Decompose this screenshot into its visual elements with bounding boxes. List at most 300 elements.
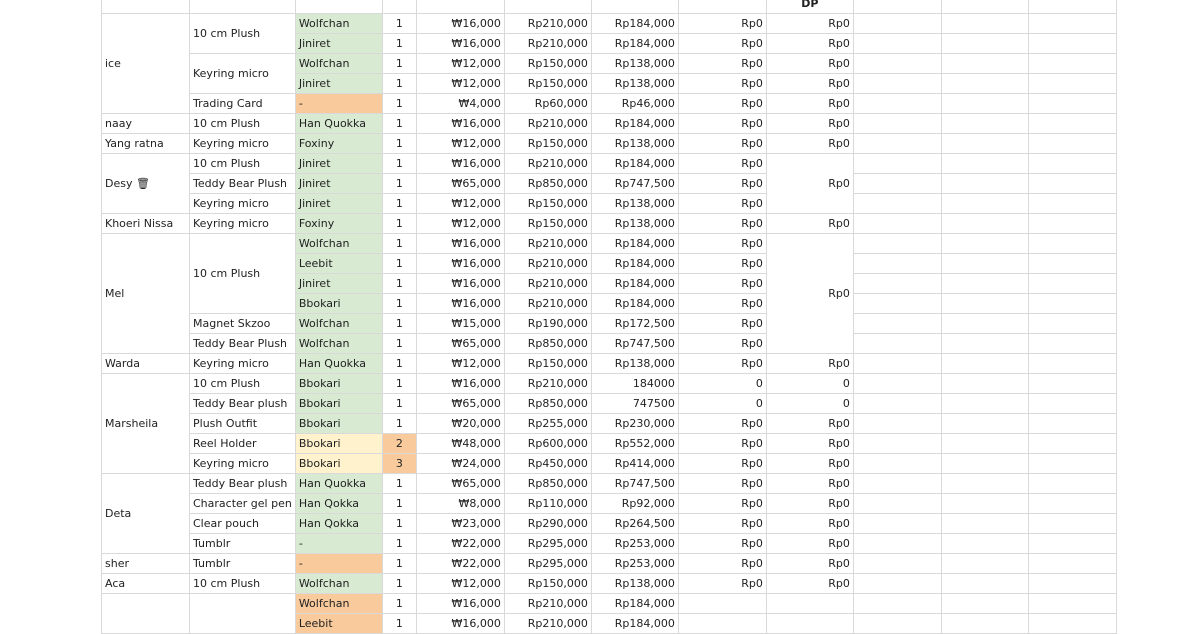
won-price-cell[interactable]: ₩16,000	[416, 614, 504, 634]
quantity-cell[interactable]: 1	[382, 574, 416, 594]
item-cell[interactable]: 10 cm Plush	[190, 154, 296, 174]
empty-cell[interactable]	[941, 74, 1028, 94]
amount-cell[interactable]: 0	[678, 394, 766, 414]
won-price-cell[interactable]: ₩48,000	[416, 434, 504, 454]
quantity-cell[interactable]: 1	[382, 554, 416, 574]
amount-cell[interactable]: Rp0	[678, 534, 766, 554]
empty-cell[interactable]	[853, 494, 941, 514]
won-price-cell[interactable]: ₩16,000	[416, 294, 504, 314]
won-price-cell[interactable]: ₩65,000	[416, 394, 504, 414]
empty-cell[interactable]	[853, 534, 941, 554]
empty-cell[interactable]	[941, 614, 1028, 634]
net-price-cell[interactable]: Rp184,000	[591, 234, 678, 254]
customer-name-cell[interactable]: Mel	[102, 234, 190, 354]
empty-cell[interactable]	[941, 554, 1028, 574]
item-cell[interactable]	[190, 594, 296, 634]
dp-cell[interactable]: Rp0	[766, 514, 853, 534]
character-cell[interactable]: Bbokari	[295, 374, 382, 394]
empty-cell[interactable]	[853, 334, 941, 354]
price-cell[interactable]: Rp210,000	[504, 254, 591, 274]
empty-cell[interactable]	[853, 134, 941, 154]
amount-cell[interactable]: Rp0	[678, 434, 766, 454]
empty-cell[interactable]	[941, 194, 1028, 214]
won-price-cell[interactable]: ₩65,000	[416, 474, 504, 494]
won-price-cell[interactable]: ₩12,000	[416, 54, 504, 74]
empty-cell[interactable]	[1028, 94, 1116, 114]
customer-name-cell[interactable]: Warda	[102, 354, 190, 374]
amount-cell[interactable]: 0	[678, 374, 766, 394]
item-cell[interactable]: 10 cm Plush	[190, 234, 296, 314]
quantity-cell[interactable]: 1	[382, 594, 416, 614]
empty-cell[interactable]	[1028, 414, 1116, 434]
empty-cell[interactable]	[853, 274, 941, 294]
character-cell[interactable]: Wolfchan	[295, 14, 382, 34]
character-cell[interactable]: Han Qokka	[295, 514, 382, 534]
empty-cell[interactable]	[941, 174, 1028, 194]
quantity-cell[interactable]: 1	[382, 54, 416, 74]
price-cell[interactable]: Rp450,000	[504, 454, 591, 474]
dp-cell[interactable]: 0	[766, 374, 853, 394]
empty-cell[interactable]	[941, 254, 1028, 274]
empty-cell[interactable]	[1028, 354, 1116, 374]
quantity-cell[interactable]: 1	[382, 274, 416, 294]
empty-cell[interactable]	[853, 94, 941, 114]
net-price-cell[interactable]: Rp138,000	[591, 134, 678, 154]
price-cell[interactable]: Rp150,000	[504, 354, 591, 374]
price-cell[interactable]: Rp850,000	[504, 174, 591, 194]
price-cell[interactable]: Rp190,000	[504, 314, 591, 334]
won-price-cell[interactable]: ₩12,000	[416, 354, 504, 374]
amount-cell[interactable]: Rp0	[678, 254, 766, 274]
amount-cell[interactable]: Rp0	[678, 34, 766, 54]
empty-cell[interactable]	[1028, 514, 1116, 534]
empty-cell[interactable]	[941, 154, 1028, 174]
empty-cell[interactable]	[941, 454, 1028, 474]
quantity-cell[interactable]: 1	[382, 354, 416, 374]
empty-cell[interactable]	[941, 314, 1028, 334]
empty-cell[interactable]	[941, 34, 1028, 54]
character-cell[interactable]: Han Quokka	[295, 474, 382, 494]
amount-cell[interactable]: Rp0	[678, 194, 766, 214]
empty-cell[interactable]	[853, 594, 941, 614]
price-cell[interactable]: Rp210,000	[504, 114, 591, 134]
item-cell[interactable]: 10 cm Plush	[190, 574, 296, 594]
character-cell[interactable]: Bbokari	[295, 454, 382, 474]
amount-cell[interactable]: Rp0	[678, 294, 766, 314]
dp-cell[interactable]: Rp0	[766, 94, 853, 114]
amount-cell[interactable]: Rp0	[678, 14, 766, 34]
dp-cell[interactable]: Rp0	[766, 14, 853, 34]
won-price-cell[interactable]: ₩22,000	[416, 554, 504, 574]
price-cell[interactable]: Rp850,000	[504, 394, 591, 414]
empty-cell[interactable]	[1028, 34, 1116, 54]
item-cell[interactable]: Trading Card	[190, 94, 296, 114]
customer-name-cell[interactable]: Yang ratna	[102, 134, 190, 154]
empty-cell[interactable]	[941, 294, 1028, 314]
won-price-cell[interactable]: ₩16,000	[416, 114, 504, 134]
dp-cell[interactable]	[766, 614, 853, 634]
price-cell[interactable]: Rp150,000	[504, 74, 591, 94]
empty-cell[interactable]	[941, 54, 1028, 74]
net-price-cell[interactable]: Rp253,000	[591, 534, 678, 554]
empty-cell[interactable]	[1028, 434, 1116, 454]
net-price-cell[interactable]: Rp184,000	[591, 254, 678, 274]
empty-cell[interactable]	[1028, 454, 1116, 474]
net-price-cell[interactable]: Rp138,000	[591, 354, 678, 374]
customer-name-cell[interactable]	[102, 594, 190, 634]
won-price-cell[interactable]: ₩12,000	[416, 574, 504, 594]
price-cell[interactable]: Rp150,000	[504, 214, 591, 234]
empty-cell[interactable]	[1028, 134, 1116, 154]
empty-cell[interactable]	[853, 414, 941, 434]
empty-cell[interactable]	[1028, 574, 1116, 594]
character-cell[interactable]: Wolfchan	[295, 594, 382, 614]
quantity-cell[interactable]: 1	[382, 614, 416, 634]
empty-cell[interactable]	[1028, 554, 1116, 574]
price-cell[interactable]: Rp150,000	[504, 54, 591, 74]
net-price-cell[interactable]: Rp253,000	[591, 554, 678, 574]
amount-cell[interactable]: Rp0	[678, 134, 766, 154]
character-cell[interactable]: Wolfchan	[295, 234, 382, 254]
character-cell[interactable]: Jiniret	[295, 174, 382, 194]
amount-cell[interactable]: Rp0	[678, 234, 766, 254]
empty-cell[interactable]	[853, 614, 941, 634]
price-cell[interactable]: Rp295,000	[504, 534, 591, 554]
net-price-cell[interactable]: Rp184,000	[591, 34, 678, 54]
dp-cell[interactable]	[766, 594, 853, 614]
empty-cell[interactable]	[853, 454, 941, 474]
item-cell[interactable]: Keyring micro	[190, 134, 296, 154]
empty-cell[interactable]	[941, 394, 1028, 414]
empty-cell[interactable]	[1028, 294, 1116, 314]
won-price-cell[interactable]: ₩16,000	[416, 34, 504, 54]
amount-cell[interactable]: Rp0	[678, 274, 766, 294]
won-price-cell[interactable]: ₩8,000	[416, 494, 504, 514]
price-cell[interactable]: Rp60,000	[504, 94, 591, 114]
customer-name-cell[interactable]: Desy 🗑	[102, 154, 190, 214]
amount-cell[interactable]	[678, 594, 766, 614]
amount-cell[interactable]: Rp0	[678, 214, 766, 234]
empty-cell[interactable]	[1028, 534, 1116, 554]
net-price-cell[interactable]: Rp138,000	[591, 214, 678, 234]
empty-cell[interactable]	[941, 134, 1028, 154]
item-cell[interactable]: Keyring micro	[190, 454, 296, 474]
price-cell[interactable]: Rp295,000	[504, 554, 591, 574]
won-price-cell[interactable]: ₩12,000	[416, 214, 504, 234]
net-price-cell[interactable]: Rp92,000	[591, 494, 678, 514]
character-cell[interactable]: Bbokari	[295, 414, 382, 434]
empty-cell[interactable]	[853, 34, 941, 54]
won-price-cell[interactable]: ₩15,000	[416, 314, 504, 334]
quantity-cell[interactable]: 3	[382, 454, 416, 474]
character-cell[interactable]: -	[295, 94, 382, 114]
dp-cell[interactable]: Rp0	[766, 554, 853, 574]
quantity-cell[interactable]: 1	[382, 374, 416, 394]
item-cell[interactable]: Keyring micro	[190, 354, 296, 374]
price-cell[interactable]: Rp210,000	[504, 154, 591, 174]
character-cell[interactable]: Bbokari	[295, 394, 382, 414]
amount-cell[interactable]: Rp0	[678, 454, 766, 474]
empty-cell[interactable]	[853, 554, 941, 574]
quantity-cell[interactable]: 1	[382, 494, 416, 514]
price-cell[interactable]: Rp110,000	[504, 494, 591, 514]
won-price-cell[interactable]: ₩16,000	[416, 14, 504, 34]
empty-cell[interactable]	[853, 14, 941, 34]
item-cell[interactable]: Teddy Bear Plush	[190, 334, 296, 354]
character-cell[interactable]: Jiniret	[295, 274, 382, 294]
empty-cell[interactable]	[853, 54, 941, 74]
won-price-cell[interactable]: ₩12,000	[416, 74, 504, 94]
empty-cell[interactable]	[941, 354, 1028, 374]
dp-cell[interactable]: Rp0	[766, 154, 853, 214]
dp-cell[interactable]: Rp0	[766, 474, 853, 494]
quantity-cell[interactable]: 1	[382, 194, 416, 214]
price-cell[interactable]: Rp210,000	[504, 594, 591, 614]
empty-cell[interactable]	[1028, 214, 1116, 234]
net-price-cell[interactable]: Rp230,000	[591, 414, 678, 434]
empty-cell[interactable]	[1028, 234, 1116, 254]
quantity-cell[interactable]: 1	[382, 534, 416, 554]
dp-cell[interactable]: Rp0	[766, 114, 853, 134]
price-cell[interactable]: Rp600,000	[504, 434, 591, 454]
empty-cell[interactable]	[1028, 314, 1116, 334]
empty-cell[interactable]	[941, 274, 1028, 294]
quantity-cell[interactable]: 1	[382, 174, 416, 194]
net-price-cell[interactable]: Rp184,000	[591, 114, 678, 134]
won-price-cell[interactable]: ₩65,000	[416, 174, 504, 194]
empty-cell[interactable]	[1028, 474, 1116, 494]
amount-cell[interactable]: Rp0	[678, 514, 766, 534]
quantity-cell[interactable]: 1	[382, 154, 416, 174]
empty-cell[interactable]	[853, 474, 941, 494]
dp-header[interactable]: DP	[766, 0, 853, 14]
empty-cell[interactable]	[941, 594, 1028, 614]
item-cell[interactable]: 10 cm Plush	[190, 114, 296, 134]
quantity-cell[interactable]: 1	[382, 474, 416, 494]
character-cell[interactable]: -	[295, 554, 382, 574]
price-cell[interactable]: Rp850,000	[504, 334, 591, 354]
won-price-cell[interactable]: ₩22,000	[416, 534, 504, 554]
dp-cell[interactable]: Rp0	[766, 534, 853, 554]
quantity-cell[interactable]: 1	[382, 14, 416, 34]
item-cell[interactable]: Teddy Bear plush	[190, 394, 296, 414]
price-cell[interactable]: Rp290,000	[504, 514, 591, 534]
empty-cell[interactable]	[1028, 334, 1116, 354]
won-price-cell[interactable]: ₩16,000	[416, 254, 504, 274]
price-cell[interactable]: Rp255,000	[504, 414, 591, 434]
empty-cell[interactable]	[941, 214, 1028, 234]
item-cell[interactable]: Keyring micro	[190, 214, 296, 234]
amount-cell[interactable]: Rp0	[678, 474, 766, 494]
empty-cell[interactable]	[853, 254, 941, 274]
net-price-cell[interactable]: Rp184,000	[591, 294, 678, 314]
character-cell[interactable]: Leebit	[295, 614, 382, 634]
amount-cell[interactable]: Rp0	[678, 74, 766, 94]
character-cell[interactable]: Jiniret	[295, 74, 382, 94]
amount-cell[interactable]: Rp0	[678, 94, 766, 114]
item-cell[interactable]: 10 cm Plush	[190, 14, 296, 54]
quantity-cell[interactable]: 1	[382, 334, 416, 354]
price-cell[interactable]: Rp210,000	[504, 374, 591, 394]
won-price-cell[interactable]: ₩4,000	[416, 94, 504, 114]
net-price-cell[interactable]: Rp747,500	[591, 474, 678, 494]
character-cell[interactable]: Wolfchan	[295, 54, 382, 74]
customer-name-cell[interactable]: Aca	[102, 574, 190, 594]
net-price-cell[interactable]: Rp414,000	[591, 454, 678, 474]
quantity-cell[interactable]: 1	[382, 94, 416, 114]
empty-cell[interactable]	[1028, 394, 1116, 414]
empty-cell[interactable]	[941, 94, 1028, 114]
net-price-cell[interactable]: Rp138,000	[591, 74, 678, 94]
price-cell[interactable]: Rp210,000	[504, 614, 591, 634]
character-cell[interactable]: Leebit	[295, 254, 382, 274]
empty-cell[interactable]	[853, 354, 941, 374]
won-price-cell[interactable]: ₩16,000	[416, 234, 504, 254]
price-cell[interactable]: Rp210,000	[504, 274, 591, 294]
quantity-cell[interactable]: 1	[382, 394, 416, 414]
amount-cell[interactable]: Rp0	[678, 574, 766, 594]
customer-name-cell[interactable]: sher	[102, 554, 190, 574]
quantity-cell[interactable]: 2	[382, 434, 416, 454]
empty-cell[interactable]	[853, 374, 941, 394]
empty-cell[interactable]	[853, 574, 941, 594]
price-cell[interactable]: Rp210,000	[504, 294, 591, 314]
won-price-cell[interactable]: ₩23,000	[416, 514, 504, 534]
won-price-cell[interactable]: ₩16,000	[416, 374, 504, 394]
item-cell[interactable]: Keyring micro	[190, 194, 296, 214]
empty-cell[interactable]	[941, 474, 1028, 494]
price-cell[interactable]: Rp150,000	[504, 134, 591, 154]
customer-name-cell[interactable]: Marsheila	[102, 374, 190, 474]
price-cell[interactable]: Rp150,000	[504, 194, 591, 214]
character-cell[interactable]: Wolfchan	[295, 334, 382, 354]
empty-cell[interactable]	[1028, 614, 1116, 634]
net-price-cell[interactable]: Rp138,000	[591, 54, 678, 74]
dp-cell[interactable]: Rp0	[766, 54, 853, 74]
price-cell[interactable]: Rp150,000	[504, 574, 591, 594]
dp-cell[interactable]: Rp0	[766, 234, 853, 354]
empty-cell[interactable]	[853, 394, 941, 414]
customer-name-cell[interactable]: naay	[102, 114, 190, 134]
empty-cell[interactable]	[941, 14, 1028, 34]
empty-cell[interactable]	[853, 114, 941, 134]
dp-cell[interactable]: Rp0	[766, 574, 853, 594]
empty-cell[interactable]	[941, 514, 1028, 534]
dp-cell[interactable]: Rp0	[766, 434, 853, 454]
empty-cell[interactable]	[853, 234, 941, 254]
quantity-cell[interactable]: 1	[382, 234, 416, 254]
quantity-cell[interactable]: 1	[382, 134, 416, 154]
empty-cell[interactable]	[853, 174, 941, 194]
empty-cell[interactable]	[1028, 174, 1116, 194]
empty-cell[interactable]	[1028, 254, 1116, 274]
item-cell[interactable]: Teddy Bear plush	[190, 474, 296, 494]
price-cell[interactable]: Rp210,000	[504, 14, 591, 34]
amount-cell[interactable]: Rp0	[678, 174, 766, 194]
empty-cell[interactable]	[1028, 194, 1116, 214]
character-cell[interactable]: Han Quokka	[295, 354, 382, 374]
character-cell[interactable]: Han Quokka	[295, 114, 382, 134]
empty-cell[interactable]	[941, 494, 1028, 514]
net-price-cell[interactable]: Rp184,000	[591, 594, 678, 614]
empty-cell[interactable]	[853, 314, 941, 334]
net-price-cell[interactable]: Rp747,500	[591, 334, 678, 354]
customer-name-cell[interactable]: Deta	[102, 474, 190, 554]
empty-cell[interactable]	[853, 514, 941, 534]
character-cell[interactable]: Foxiny	[295, 134, 382, 154]
net-price-cell[interactable]: Rp264,500	[591, 514, 678, 534]
quantity-cell[interactable]: 1	[382, 214, 416, 234]
amount-cell[interactable]: Rp0	[678, 354, 766, 374]
won-price-cell[interactable]: ₩16,000	[416, 274, 504, 294]
amount-cell[interactable]: Rp0	[678, 554, 766, 574]
net-price-cell[interactable]: Rp552,000	[591, 434, 678, 454]
dp-cell[interactable]: Rp0	[766, 494, 853, 514]
character-cell[interactable]: Jiniret	[295, 194, 382, 214]
character-cell[interactable]: Foxiny	[295, 214, 382, 234]
empty-cell[interactable]	[1028, 374, 1116, 394]
quantity-cell[interactable]: 1	[382, 514, 416, 534]
empty-cell[interactable]	[941, 234, 1028, 254]
empty-cell[interactable]	[1028, 54, 1116, 74]
net-price-cell[interactable]: 747500	[591, 394, 678, 414]
net-price-cell[interactable]: Rp138,000	[591, 194, 678, 214]
net-price-cell[interactable]: Rp138,000	[591, 574, 678, 594]
amount-cell[interactable]: Rp0	[678, 154, 766, 174]
net-price-cell[interactable]: Rp184,000	[591, 274, 678, 294]
empty-cell[interactable]	[853, 154, 941, 174]
character-cell[interactable]: Han Qokka	[295, 494, 382, 514]
quantity-cell[interactable]: 1	[382, 294, 416, 314]
won-price-cell[interactable]: ₩16,000	[416, 154, 504, 174]
amount-cell[interactable]	[678, 614, 766, 634]
character-cell[interactable]: Bbokari	[295, 434, 382, 454]
item-cell[interactable]: Reel Holder	[190, 434, 296, 454]
character-cell[interactable]: Wolfchan	[295, 574, 382, 594]
dp-cell[interactable]: 0	[766, 394, 853, 414]
item-cell[interactable]: Plush Outfit	[190, 414, 296, 434]
net-price-cell[interactable]: Rp747,500	[591, 174, 678, 194]
empty-cell[interactable]	[941, 574, 1028, 594]
character-cell[interactable]: Jiniret	[295, 34, 382, 54]
amount-cell[interactable]: Rp0	[678, 114, 766, 134]
item-cell[interactable]: Tumblr	[190, 534, 296, 554]
quantity-cell[interactable]: 1	[382, 254, 416, 274]
amount-cell[interactable]: Rp0	[678, 494, 766, 514]
quantity-cell[interactable]: 1	[382, 34, 416, 54]
won-price-cell[interactable]: ₩65,000	[416, 334, 504, 354]
dp-cell[interactable]: Rp0	[766, 454, 853, 474]
net-price-cell[interactable]: Rp172,500	[591, 314, 678, 334]
dp-cell[interactable]: Rp0	[766, 414, 853, 434]
item-cell[interactable]: Magnet Skzoo	[190, 314, 296, 334]
quantity-cell[interactable]: 1	[382, 74, 416, 94]
character-cell[interactable]: Bbokari	[295, 294, 382, 314]
dp-cell[interactable]: Rp0	[766, 354, 853, 374]
price-cell[interactable]: Rp850,000	[504, 474, 591, 494]
item-cell[interactable]: Clear pouch	[190, 514, 296, 534]
amount-cell[interactable]: Rp0	[678, 54, 766, 74]
empty-cell[interactable]	[941, 534, 1028, 554]
empty-cell[interactable]	[1028, 494, 1116, 514]
empty-cell[interactable]	[1028, 74, 1116, 94]
empty-cell[interactable]	[1028, 594, 1116, 614]
dp-cell[interactable]: Rp0	[766, 134, 853, 154]
price-cell[interactable]: Rp210,000	[504, 234, 591, 254]
won-price-cell[interactable]: ₩12,000	[416, 194, 504, 214]
empty-cell[interactable]	[853, 194, 941, 214]
price-cell[interactable]: Rp210,000	[504, 34, 591, 54]
